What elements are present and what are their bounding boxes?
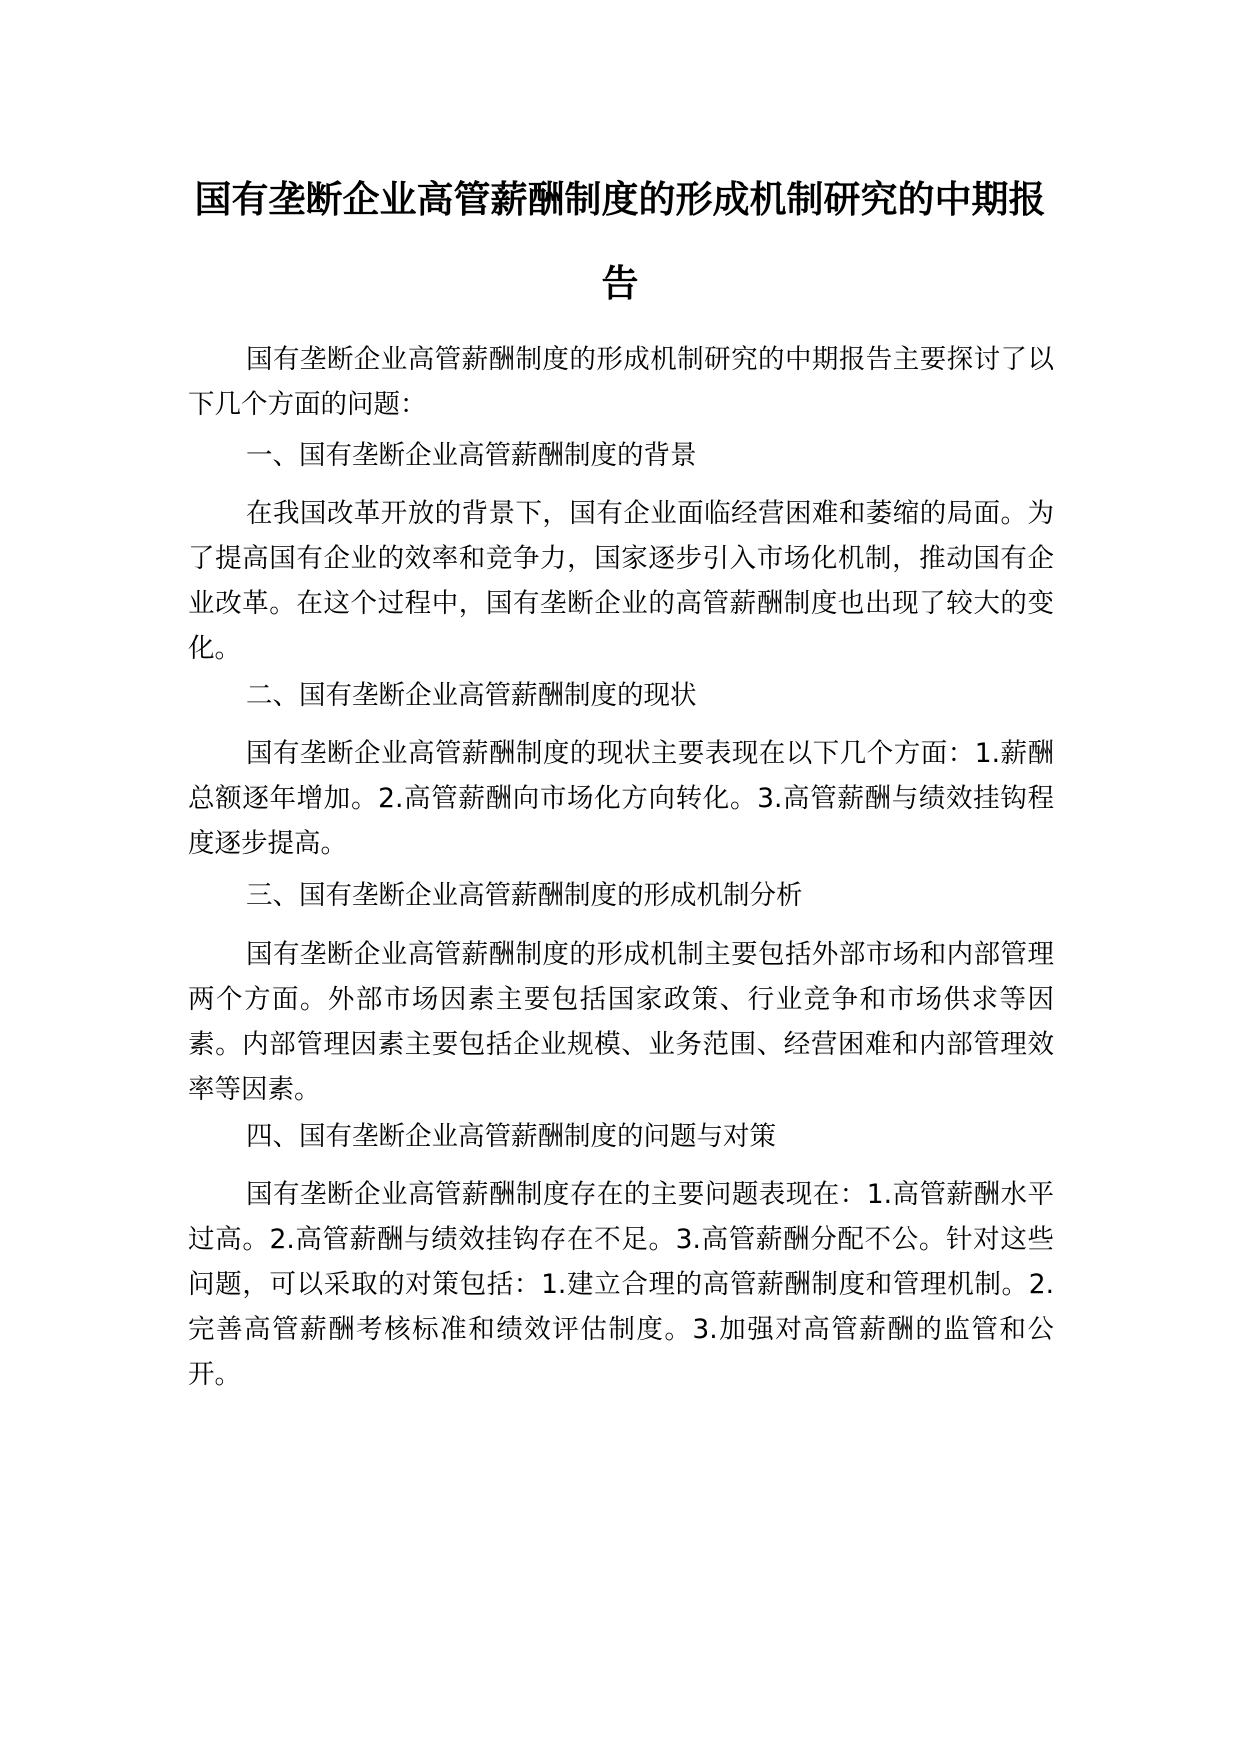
section-3-paragraph: 国有垄断企业高管薪酬制度的形成机制主要包括外部市场和内部管理两个方面。外部市场因素主要包括国家政策、行业竞争和市场供求等因素。内部管理因素主要包括企业规模、业务范围、经营困难和内部管理效率等因素。 — [188, 939, 1054, 1105]
section-4-paragraph: 国有垄断企业高管薪酬制度存在的主要问题表现在：1.高管薪酬水平过高。2.高管薪酬与绩效挂钩存在不足。3.高管薪酬分配不公。针对这些问题，可以采取的对策包括：1.建立合理的高管薪酬制度和管理机制。2.完善高管薪酬考核标准和绩效评估制度。3.加强对高管薪酬的监管和公开。 — [188, 1179, 1054, 1390]
section-1-heading: 一、国有垄断企业高管薪酬制度的背景 — [246, 440, 697, 471]
section-2-heading: 二、国有垄断企业高管薪酬制度的现状 — [246, 680, 697, 711]
section-1-paragraph: 在我国改革开放的背景下，国有企业面临经营困难和萎缩的局面。为了提高国有企业的效率和竞争力，国家逐步引入市场化机制，推动国有企业改革。在这个过程中，国有垄断企业的高管薪酬制度也出现了较大的变化。 — [188, 498, 1054, 664]
intro-paragraph: 国有垄断企业高管薪酬制度的形成机制研究的中期报告主要探讨了以下几个方面的问题： — [188, 344, 1054, 420]
document-title: 国有垄断企业高管薪酬制度的形成机制研究的中期报告 — [194, 178, 1046, 305]
section-2-paragraph: 国有垄断企业高管薪酬制度的现状主要表现在以下几个方面：1.薪酬总额逐年增加。2.高管薪酬向市场化方向转化。3.高管薪酬与绩效挂钩程度逐步提高。 — [188, 738, 1054, 859]
section-3-heading: 三、国有垄断企业高管薪酬制度的形成机制分析 — [246, 880, 803, 911]
section-4-heading: 四、国有垄断企业高管薪酬制度的问题与对策 — [246, 1121, 776, 1152]
